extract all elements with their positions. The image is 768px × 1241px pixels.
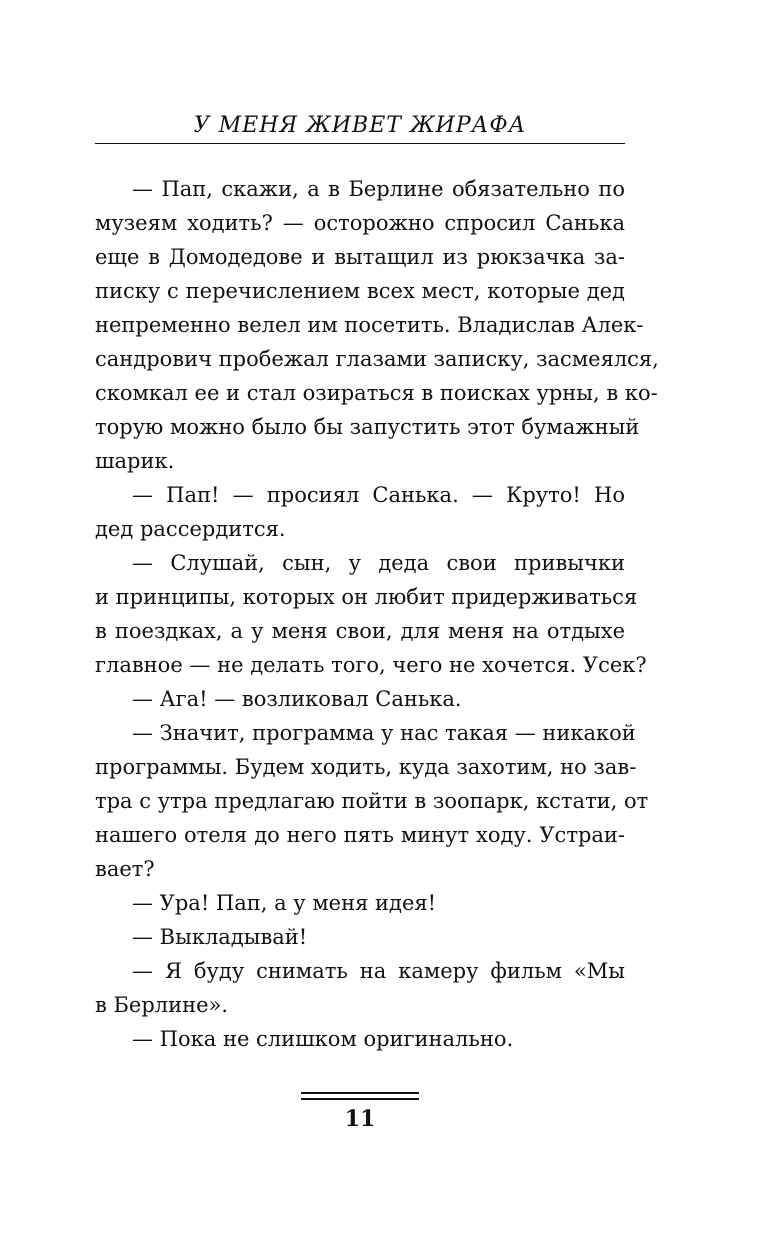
text-line: — Слушай, сын, у деда свои привычки bbox=[132, 551, 625, 575]
header-rule bbox=[95, 143, 625, 144]
text-line: музеям ходить? — осторожно спросил Санька bbox=[95, 211, 625, 235]
text-line: еще в Домодедове и вытащил из рюкзачка за- bbox=[95, 245, 625, 269]
text-line: в поездках, а у меня свои, для меня на отдыхе bbox=[95, 619, 625, 643]
text-line: нашего отеля до него пять минут ходу. Устраи- bbox=[95, 823, 625, 847]
text-line: — Ура! Пап, а у меня идея! bbox=[132, 891, 437, 915]
body-text bbox=[95, 172, 659, 1056]
running-head: У МЕНЯ ЖИВЕТ ЖИРАФА bbox=[193, 113, 527, 138]
text-line: вает? bbox=[95, 857, 155, 881]
page-number: 11 bbox=[344, 1106, 376, 1132]
text-line: скомкал ее и стал озираться в поисках урны, в ко- bbox=[95, 381, 658, 405]
text-line: сандрович пробежал глазами записку, засмеялся, bbox=[95, 347, 659, 371]
text-line: — Пап! — просиял Санька. — Круто! Но bbox=[132, 483, 625, 507]
text-line: непременно велел им посетить. Владислав Алек- bbox=[95, 313, 644, 337]
text-line: торую можно было бы запустить этот бумажный bbox=[95, 415, 640, 439]
text-line: дед рассердится. bbox=[95, 517, 286, 541]
footer-rule-bottom bbox=[301, 1098, 419, 1100]
text-line: — Пап, скажи, а в Берлине обязательно по bbox=[132, 177, 625, 201]
text-line: — Значит, программа у нас такая — никакой bbox=[132, 721, 636, 745]
text-line: — Ага! — возликовал Санька. bbox=[132, 687, 462, 711]
text-line: программы. Будем ходить, куда захотим, но зав- bbox=[95, 755, 637, 779]
footer-rule-top bbox=[301, 1092, 419, 1094]
text-line: шарик. bbox=[95, 449, 175, 473]
text-line: — Пока не слишком оригинально. bbox=[132, 1027, 514, 1051]
text-line: и принципы, которых он любит придерживаться bbox=[95, 585, 638, 609]
text-line: — Выкладывай! bbox=[132, 925, 308, 949]
text-line: главное — не делать того, чего не хочется. Усек? bbox=[95, 653, 647, 677]
text-line: писку с перечислением всех мест, которые дед bbox=[95, 279, 625, 303]
text-line: в Берлине». bbox=[95, 993, 229, 1017]
text-line: — Я буду снимать на камеру фильм «Мы bbox=[132, 959, 625, 983]
text-line: тра с утра предлагаю пойти в зоопарк, кстати, от bbox=[95, 789, 649, 813]
